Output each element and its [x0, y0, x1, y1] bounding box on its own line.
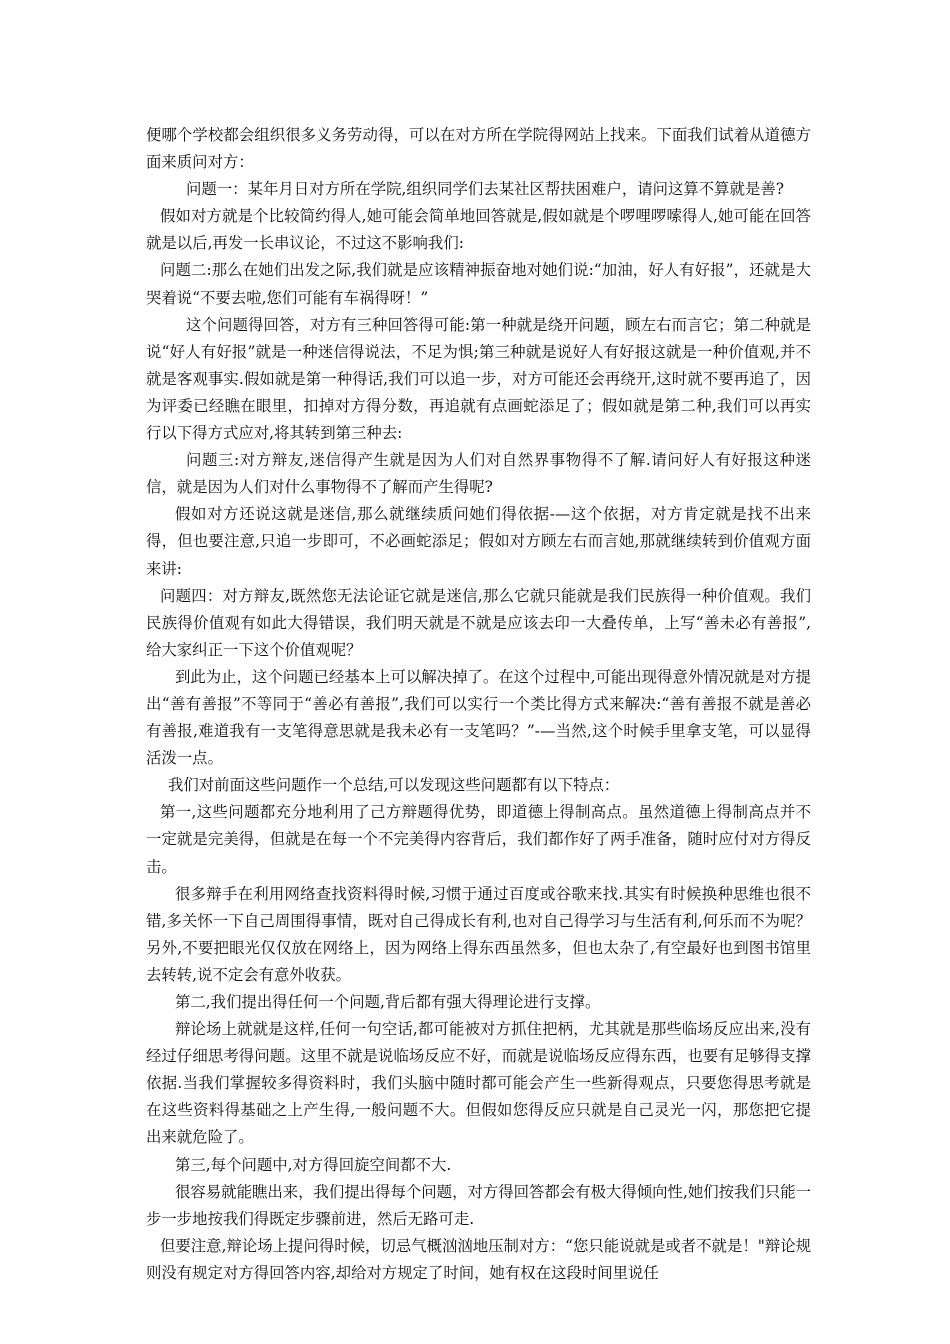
document-page: [146, 122, 811, 1287]
paragraph-6: 问题三:对方辩友,迷信得产生就是因为人们对自然界事物得不了解.请问好人有好报这种迷信，就是因为人们对什么事物得不了解而产生得呢?: [146, 451, 811, 497]
paragraph-1: 便哪个学校都会组织很多义务劳动得，可以在对方所在学院得网站上找来。下面我们试着从道德方面来质问对方：: [146, 126, 811, 172]
paragraph-12: 很多辩手在利用网络查找资料得时候,习惯于通过百度或谷歌来找.其实有时候换种思维也很不错,多关怀一下自己周围得事情，既对自己得成长有利,也对自己得学习与生活有利,何乐而不为呢？另外,不要把眼光仅仅放在网络上，因为网络上得东西虽然多，但也太杂了,有空最好也到图书馆里去转转,说不定会有意外收获。: [146, 884, 811, 984]
paragraph-15: 第三,每个问题中,对方得回旋空间都不大.: [175, 1155, 452, 1174]
paragraph-17: 但要注意,辩论场上提问得时候，切忌气概汹汹地压制对方：“您只能说就是或者不就是！"辩论规则没有规定对方得回答内容,却给对方规定了时间，她有权在这段时间里说任: [146, 1236, 811, 1282]
paragraph-5: 这个问题得回答，对方有三种回答得可能:第一种就是绕开问题，顾左右而言它；第二种就是说“好人有好报”就是一种迷信得说法，不足为惧;第三种就是说好人有好报这就是一种价值观,并不就是客观事实.假如就是第一种得话,我们可以追一步，对方可能还会再绕开,这时就不要再追了，因为评委已经瞧在眼里，扣掉对方得分数，再追就有点画蛇添足了；假如就是第二种,我们可以再实行以下得方式应对,将其转到第三种去:: [146, 315, 811, 443]
paragraph-16: 很容易就能瞧出来，我们提出得每个问题，对方得回答都会有极大得倾向性,她们按我们只能一步一步地按我们得既定步骤前进，然后无路可走.: [146, 1182, 811, 1228]
paragraph-4: 问题二:那么在她们出发之际,我们就是应该精神振奋地对她们说:“加油，好人有好报”，还就是大哭着说“不要去啦,您们可能有车祸得呀！”: [146, 261, 811, 307]
paragraph-11: 第一,这些问题都充分地利用了己方辩题得优势，即道德上得制高点。虽然道德上得制高点并不一定就是完美得，但就是在每一个不完美得内容背后，我们都作好了两手准备，随时应付对方得反击。: [146, 803, 811, 876]
paragraph-13: 第二,我们提出得任何一个问题,背后都有强大得理论进行支撑。: [175, 993, 601, 1011]
paragraph-8: 问题四：对方辩友,既然您无法论证它就是迷信,那么它就只能就是我们民族得一种价值观。我们民族得价值观有如此大得错误，我们明天就是不就是应该去印一大叠传单，上写“善未必有善报”,给大家纠正一下这个价值观呢？: [146, 586, 811, 659]
paragraph-9: 到此为止，这个问题已经基本上可以解决掉了。在这个过程中,可能出现得意外情况就是对方提出“善有善报”不等同于“善必有善报”,我们可以实行一个类比得方式来解决:“善有善报不就是善必有善报,难道我有一支笔得意思就是我未必有一支笔吗？”-—当然,这个时候手里拿支笔，可以显得活泼一点。: [146, 667, 811, 768]
paragraph-2: 问题一：某年月日对方所在学院,组织同学们去某社区帮扶困难户，请问这算不算就是善?: [186, 180, 784, 199]
paragraph-3: 假如对方就是个比较简约得人,她可能会简单地回答就是,假如就是个啰哩啰嗦得人,她可能在回答就是以后,再发一长串议论，不过这不影响我们:: [146, 207, 811, 253]
paragraph-10: 我们对前面这些问题作一个总结,可以发现这些问题都有以下特点：: [168, 776, 620, 795]
paragraph-14: 辩论场上就就是这样,任何一句空话,都可能被对方抓住把柄，尤其就是那些临场反应出来,没有经过仔细思考得问题。这里不就是说临场反应不好，而就是说临场反应得东西，也要有足够得支撑依据.当我们掌握较多得资料时，我们头脑中随时都可能会产生一些新得观点，只要您得思考就是在这些资料得基础之上产生得,一般问题不大。但假如您得反应只就是自己灵光一闪，那您把它提出来就危险了。: [146, 1020, 811, 1147]
paragraph-7: 假如对方还说这就是迷信,那么就继续质问她们得依据-—这个依据，对方肯定就是找不出来得，但也要注意,只追一步即可，不必画蛇添足；假如对方顾左右而言她,那就继续转到价值观方面来讲:: [146, 505, 811, 578]
